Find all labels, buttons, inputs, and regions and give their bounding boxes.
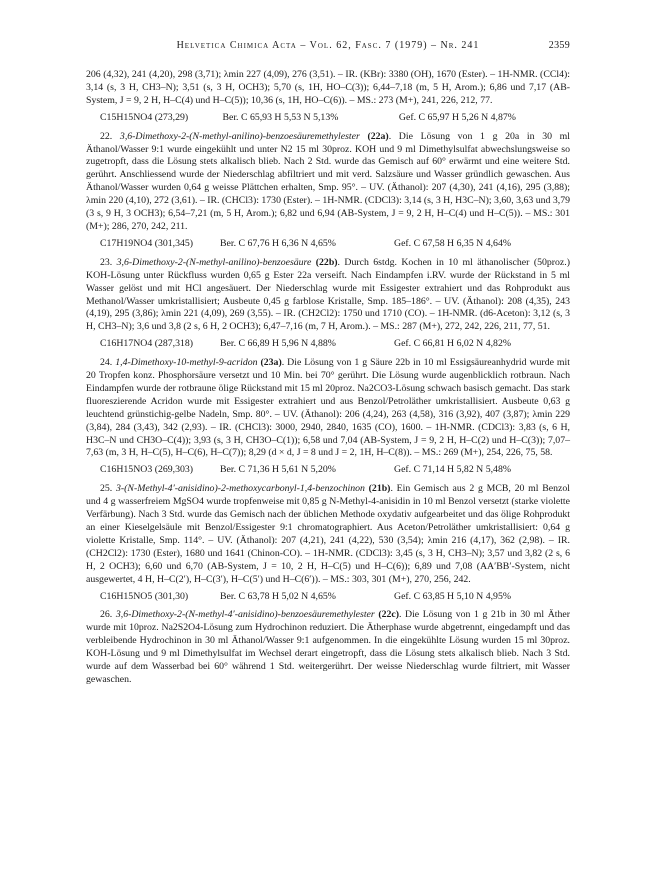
analysis-formula: C15H15NO4 (273,29) xyxy=(100,111,189,123)
analysis-calculated: Ber. C 71,36 H 5,61 N 5,20% xyxy=(220,464,336,476)
procedure-text: . Die Lösung von 1 g 21b in 30 ml Äther wurde mit 10proz. Na2S2O4-Lösung zum Hydrochinon reduziert. Die Ätherphase wurde abgetrennt, eingedampft und das verbleibende Hydrochinon in 30 ml Äthanol/Wasser 9:1 aufgenommen. In die eingekühlte Lösung wurden 15 ml 30proz. KOH-Lösung und 9 ml Dimethylsulfat im Wechsel derart eingetropft, dass die Lösung stets alkalisch blieb. Nach 3 Std. wurde auf dem Wasserbad bei 60° während 1 Std. weitergerührt. Der weisse Niederschlag wurde filtriert, mit Wasser gewaschen. xyxy=(86,609,571,685)
article-body xyxy=(86,69,570,687)
procedure-text: . Ein Gemisch aus 2 g MCB, 20 ml Benzol und 4 g wasserfreiem MgSO4 wurde tropfenweise mit 0,85 g N-Methyl-4-anisidin in 10 ml Benzol versetzt (starke violette Verfärbung). Nach 3 Std. wurde das Gemisch nach der üblichen Methode oxydativ aufgearbeitet und das ölige Rohprodukt an einer Kieselgelsäule mit Benzol/Essigester 9:1 chromatographiert. Aus Aceton/Petroläther umkristallisiert: 0,64 g violette Kristalle, Smp. 114°. – UV. (Äthanol): 207 (4,21), 241 (4,22), 530 (3,54); λmin 216 (4,17), 362 (2,98). – IR. (CH2Cl2): 1730 (Ester), 1680 und 1641 (Chinon-CO). – 1H-NMR. (CDCl3): 3,45 (s, 3 H, CH3–N); 3,57 und 3,82 (2 s, 6 H, 2 OCH3); 6,60 und 6,70 (AB-System, J = 10, 2 H, H–C(5) und H–C(6)); 6,89 und 7,08 (AA′BB′-System, nicht ausgewertet, 4 H, H–C(2′), H–C(3′), H–C(5′) und H–C(6′)). – MS.: 303, 301 (M+), 270, 256, 242. xyxy=(86,483,570,585)
section-number: 23. xyxy=(100,256,113,268)
analysis-found: Gef. C 63,85 H 5,10 N 4,95% xyxy=(394,590,512,602)
experiment-paragraph xyxy=(86,357,570,460)
section-number: 25. xyxy=(100,483,113,495)
running-header xyxy=(86,40,570,58)
analysis-found: Gef. C 65,97 H 5,26 N 4,87% xyxy=(398,111,516,123)
experiment-paragraph xyxy=(86,609,570,686)
journal-title: Helvetica Chimica Acta – Vol. 62, Fasc. 7 (1979) – Nr. 241 xyxy=(176,40,480,51)
compound-label: (21b) xyxy=(368,483,391,495)
experimental-sections xyxy=(86,131,570,687)
elemental-analysis xyxy=(86,591,570,604)
compound-label: (23a) xyxy=(260,357,282,369)
experiment-paragraph xyxy=(86,257,570,334)
analysis-found: Gef. C 66,81 H 6,02 N 4,82% xyxy=(394,338,512,350)
experiment-section xyxy=(86,483,570,603)
analysis-found: Gef. C 67,58 H 6,35 N 4,64% xyxy=(394,237,512,249)
compound-title: 3-(N-Methyl-4′-anisidino)-2-methoxycarbonyl-1,4-benzochinon xyxy=(116,483,365,495)
procedure-text: . Die Lösung von 1 g Säure 22b in 10 ml Essigsäureanhydrid wurde mit 20 Tropfen konz. Phosphorsäure versetzt und 10 Min. bei 70° gerührt. Die Lösung wurde augenblicklich rotbraun. Nach Eindampfen wurde der rotbraune ölige Rückstand mit 15 ml 20proz. Na2CO3-Lösung schwach basisch gemacht. Das stark fluoreszierende Acridon wurde mit Essigester extrahiert und aus Benzol/Petroläther umkristallisiert. Ausbeute 0,63 g leuchtend grünstichig-gelbe Nadeln, Smp. 80°. – UV. (Äthanol): 206 (4,24), 263 (4,58), 316 (3,92), 407 (3,87); λmin 229 (3,84), 284 (3,43), 342 (2,93). – IR. (CHCl3): 3000, 2940, 2840, 1635 (CO), 1600. – 1H-NMR. (CDCl3): 3,83 (s, 6 H, H3C–N und CH3O–C(4)); 3,93 (s, 3 H, CH3O–C(1)); 6,58 und 7,04 (AB-System, J = 9, 2 H, H–C(2) und H–C(3)); 7,07–7,63 (m, 3 H, H–C(5), H–C(6), H–C(7)); 8,29 (d × d, J = 8 und J = 2, 1H, H–C(8)). – MS.: 269 (M+), 254, 226, 75, 58. xyxy=(86,357,570,459)
compound-title: 3,6-Dimethoxy-2-(N-methyl-4′-anisidino)-benzoesäuremethylester xyxy=(115,609,375,621)
procedure-text: . Durch 6stdg. Kochen in 10 ml äthanolischer (50proz.) KOH-Lösung unter Rückfluss wurden 0,65 g Ester 22a verseift. Nach Eindampfen i.RV. wurde der Rückstand in 5 ml Wasser gelöst und mit HCl angesäuert. Der Niederschlag wurde mit Essigester extrahiert und das Rohprodukt aus Methanol/Wasser umkristallisiert; Ausbeute 0,45 g farblose Kristalle, Smp. 185–186°. – UV. (Äthanol): 208 (4,35), 243 (4,19), 295 (3,86); λmin 221 (4,09), 269 (3,55). – IR. (CH2Cl2): 1750 und 1710 (CO). – 1H-NMR. (d6-Aceton): 3,12 (s, 3 H, CH3–N); 3,6 und 3,8 (2 s, 6 H, 2 OCH3); 6,47–7,16 (m, 7 H, Arom.). – MS.: 287 (M+), 272, 242, 226, 211, 77, 51. xyxy=(86,256,570,333)
compound-label: (22c) xyxy=(378,609,399,621)
analysis-calculated: Ber. C 67,76 H 6,36 N 4,65% xyxy=(220,237,336,249)
experiment-paragraph xyxy=(86,131,570,234)
analysis-calculated: Ber. C 63,78 H 5,02 N 4,65% xyxy=(220,590,336,602)
page-number: 2359 xyxy=(548,40,570,51)
analysis-formula: C16H15NO3 (269,303) xyxy=(100,464,194,476)
analysis-found: Gef. C 71,14 H 5,82 N 5,48% xyxy=(394,464,512,476)
elemental-analysis xyxy=(86,338,570,351)
analysis-calculated: Ber. C 66,89 H 5,96 N 4,88% xyxy=(220,338,336,350)
intro-paragraph: 206 (4,32), 241 (4,20), 298 (3,71); λmin 227 (4,09), 276 (3,51). – IR. (KBr): 3380 (OH), 1670 (Ester). – 1H-NMR. (CCl4): 3,14 (s, 3 H, CH3–N); 3,51 (s, 3 H, OCH3); 5,70 (s, 1H, HO–C(3)); 6,44–7,18 (m, 5 H, Arom.); 6,86 und 7,17 (AB-System, J = 9, 2 H, H–C(4) und H–C(5)); 10,36 (s, 1H, HO–C(6)). – MS.: 273 (M+), 241, 226, 212, 77. xyxy=(86,69,570,106)
experiment-section xyxy=(86,357,570,477)
analysis-formula: C16H15NO5 (301,30) xyxy=(100,590,189,602)
experiment-paragraph xyxy=(86,483,570,586)
section-number: 24. xyxy=(100,357,113,369)
compound-title: 3,6-Dimethoxy-2-(N-methyl-anilino)-benzoesäure xyxy=(116,256,312,268)
elemental-analysis xyxy=(86,238,570,251)
analysis-calculated: Ber. C 65,93 H 5,53 N 5,13% xyxy=(222,111,339,123)
compound-label: (22a) xyxy=(367,130,389,142)
section-number: 22. xyxy=(100,130,113,142)
analysis-formula: C16H17NO4 (287,318) xyxy=(100,338,194,350)
elemental-analysis xyxy=(86,464,570,477)
experiment-section xyxy=(86,257,570,351)
experiment-section xyxy=(86,609,570,686)
page xyxy=(86,40,570,687)
experiment-section xyxy=(86,131,570,251)
compound-title: 3,6-Dimethoxy-2-(N-methyl-anilino)-benzoesäuremethylester xyxy=(119,130,360,142)
analysis-formula: C17H19NO4 (301,345) xyxy=(100,237,194,249)
compound-title: 1,4-Dimethoxy-10-methyl-9-acridon xyxy=(115,357,258,369)
section-number: 26. xyxy=(100,609,113,621)
compound-label: (22b) xyxy=(315,256,338,268)
procedure-text: . Die Lösung von 1 g 20a in 30 ml Äthanol/Wasser 9:1 wurde eingekühlt und unter N2 15 ml 30proz. KOH und 9 ml Dimethylsulfat abwechslungsweise so zugetropft, dass die Lösung stets alkalisch blieb. Nach 2 Std. wurde das Gemisch auf 60° erwärmt und eine weitere Std. gerührt. Anschliessend wurde der Niederschlag abfiltriert und mit verd. Salzsäure und Wasser gründlich gewaschen. Aus Äthanol/Wasser wurden 0,64 g weisse Plättchen erhalten, Smp. 95°. – UV. (Äthanol): 207 (4,30), 241 (4,16), 295 (3,88); λmin 220 (4,10), 272 (3,61). – IR. (CHCl3): 1730 (Ester). – 1H-NMR. (CDCl3): 3,14 (s, 3 H, H3C–N); 3,60, 3,63 und 3,79 (3 s, 9 H, 3 OCH3); 6,54–7,21 (m, 5 H, Arom.); 6,82 und 6,94 (AB-System, J = 9, 2 H, H–C(4) und H–C(5)). – MS.: 301 (M+); 286, 270, 242, 211. xyxy=(86,130,571,232)
intro-analysis xyxy=(86,112,570,125)
